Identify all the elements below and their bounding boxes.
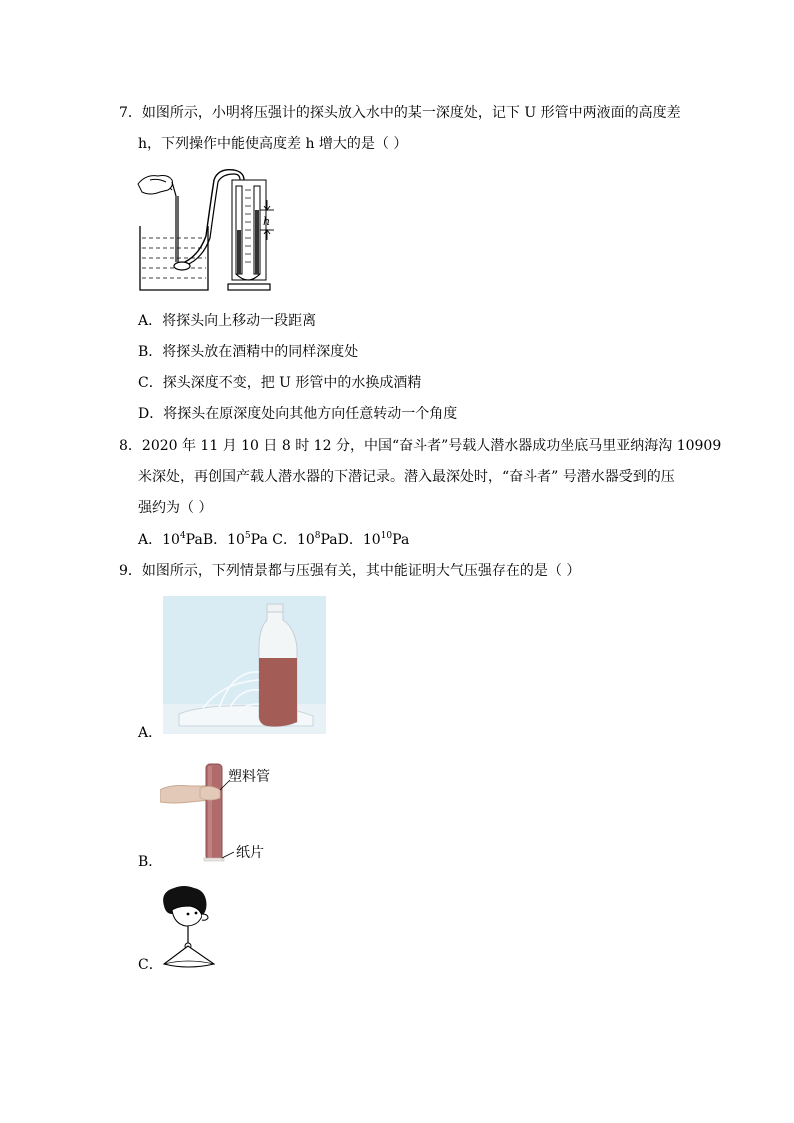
q7-option-c[interactable]: C．探头深度不变，把 U 形管中的水换成酒精 xyxy=(138,375,422,391)
q9-option-a-label[interactable]: A． xyxy=(138,725,163,741)
q7-option-b[interactable]: B．将探头放在酒精中的同样深度处 xyxy=(138,344,359,360)
pressure-gauge-figure xyxy=(136,166,276,294)
q8-options-row xyxy=(138,530,409,550)
q9-option-b-label[interactable]: B． xyxy=(138,854,163,870)
q8-stem-line2: 米深处，再创国产载人潜水器的下潜记录。潜入最深处时，“奋斗者” 号潜水器受到的压 xyxy=(138,469,675,485)
q7-stem-line1: 7．如图所示，小明将压强计的探头放入水中的某一深度处，记下 U 形管中两液面的高度差 xyxy=(119,105,681,121)
q8-option-d[interactable]: D．$10^{10}Pa$ xyxy=(337,531,410,548)
hand-drawing xyxy=(138,176,173,195)
person-funnel-drawing xyxy=(158,884,220,972)
q7-option-a[interactable]: A．将探头向上移动一段距离 xyxy=(138,313,317,329)
q7-stem-line2: h，下列操作中能使高度差 h 增大的是（ ） xyxy=(138,136,408,152)
q9-stem: 9．如图所示，下列情景都与压强有关，其中能证明大气压强存在的是（ ） xyxy=(119,563,581,579)
q9-option-c-label[interactable]: C． xyxy=(138,957,163,973)
q8-option-c[interactable]: C．$10^8Pa$ xyxy=(272,531,338,548)
q8-stem-line3: 强约为（ ） xyxy=(138,500,213,516)
q8-option-a[interactable]: A．$10^4Pa$ xyxy=(138,531,203,548)
bottle-water-jets-photo xyxy=(163,596,326,734)
q7-option-d[interactable]: D．将探头在原深度处向其他方向任意转动一个角度 xyxy=(138,406,458,422)
q8-option-b[interactable]: B．$10^5Pa$ xyxy=(202,531,268,548)
fig-h-label: h xyxy=(263,215,271,228)
q8-stem-line1: 8．2020 年 11 月 10 日 8 时 12 分，中国“奋斗者”号载人潜水器成功坐底马里亚纳海沟 10909 xyxy=(119,438,722,454)
tube-label: 塑料管 xyxy=(228,769,270,785)
paper-card-label: 纸片 xyxy=(236,845,264,861)
